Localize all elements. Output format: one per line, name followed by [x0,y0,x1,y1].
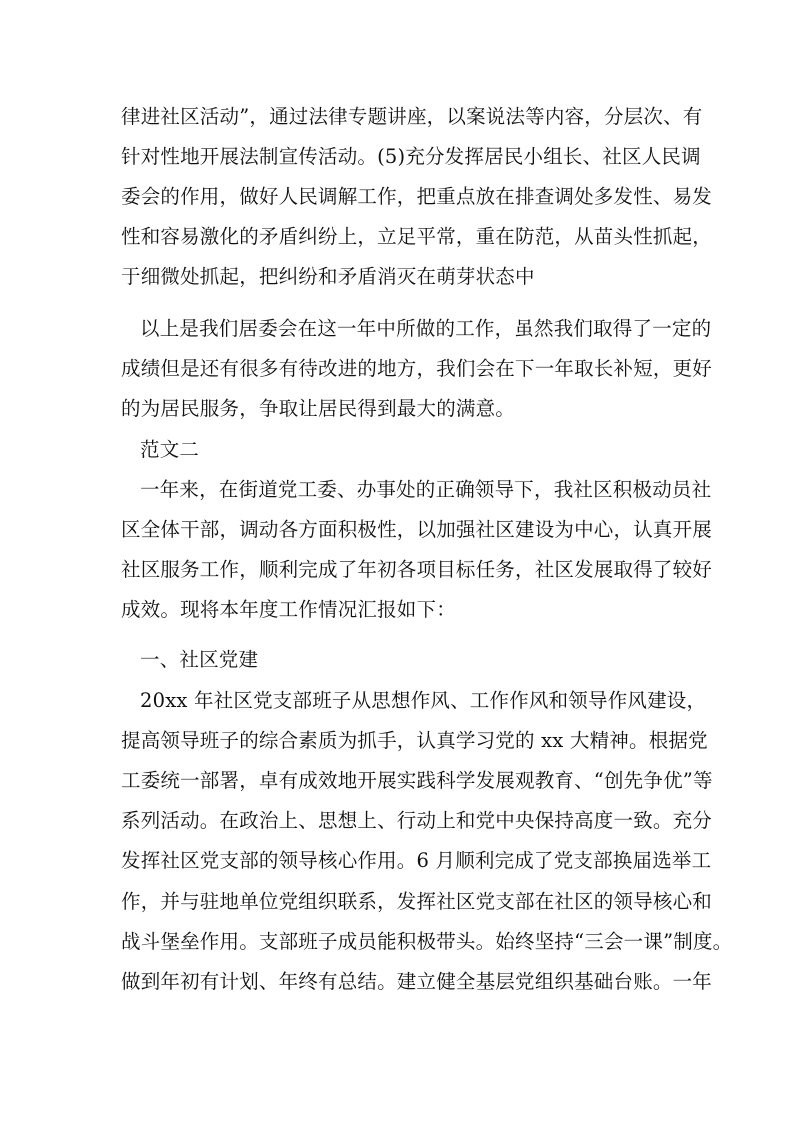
text-line: 一年来，在街道党工委、办事处的正确领导下，我社区积极动员社 [140,478,712,501]
text-line: 发挥社区党支部的领导核心作用。6 月顺利完成了党支部换届选举工 [121,849,712,872]
text-line: 社区服务工作，顺利完成了年初各项目标任务，社区发展取得了较好 [121,558,713,581]
text-line: 做到年初有计划、年终有总结。建立健全基层党组织基础台账。一年 [121,970,713,993]
text-line: 性和容易激化的矛盾纠纷上，立足平常，重在防范，从苗头性抓起， [121,225,713,248]
text-line: 工委统一部署，卓有成效地开展实践科学发展观教育、“创先争优”等 [121,769,713,792]
text-line: 战斗堡垒作用。支部班子成员能积极带头。始终坚持“三会一课”制度。 [121,930,733,953]
text-line: 作，并与驻地单位党组织联系，发挥社区党支部在社区的领导核心和 [121,890,713,913]
text-line: 成效。现将本年度工作情况汇报如下： [121,598,456,621]
text-line: 的为居民服务，争取让居民得到最大的满意。 [121,397,516,420]
text-line: 系列活动。在政治上、思想上、行动上和党中央保持高度一致。充分 [121,809,713,832]
text-line: 于细微处抓起，把纠纷和矛盾消灭在萌芽状态中 [121,265,535,288]
section-heading: 范文二 [140,438,200,461]
text-line: 20xx 年社区党支部班子从思想作风、工作作风和领导作风建设， [140,689,707,712]
text-line: 委会的作用，做好人民调解工作，把重点放在排查调处多发性、易发 [121,185,713,208]
text-line: 成绩但是还有很多有待改进的地方，我们会在下一年取长补短，更好 [121,357,713,380]
text-line: 律进社区活动”，通过法律专题讲座，以案说法等内容，分层次、有 [121,105,703,128]
text-line: 针对性地开展法制宣传活动。(5)充分发挥居民小组长、社区人民调 [121,145,701,168]
text-line: 提高领导班子的综合素质为抓手，认真学习党的 xx 大精神。根据党 [121,729,708,752]
section-heading: 一、社区党建 [140,648,259,671]
text-line: 以上是我们居委会在这一年中所做的工作，虽然我们取得了一定的 [140,317,712,340]
text-line: 区全体干部，调动各方面积极性，以加强社区建设为中心，认真开展 [121,518,713,541]
